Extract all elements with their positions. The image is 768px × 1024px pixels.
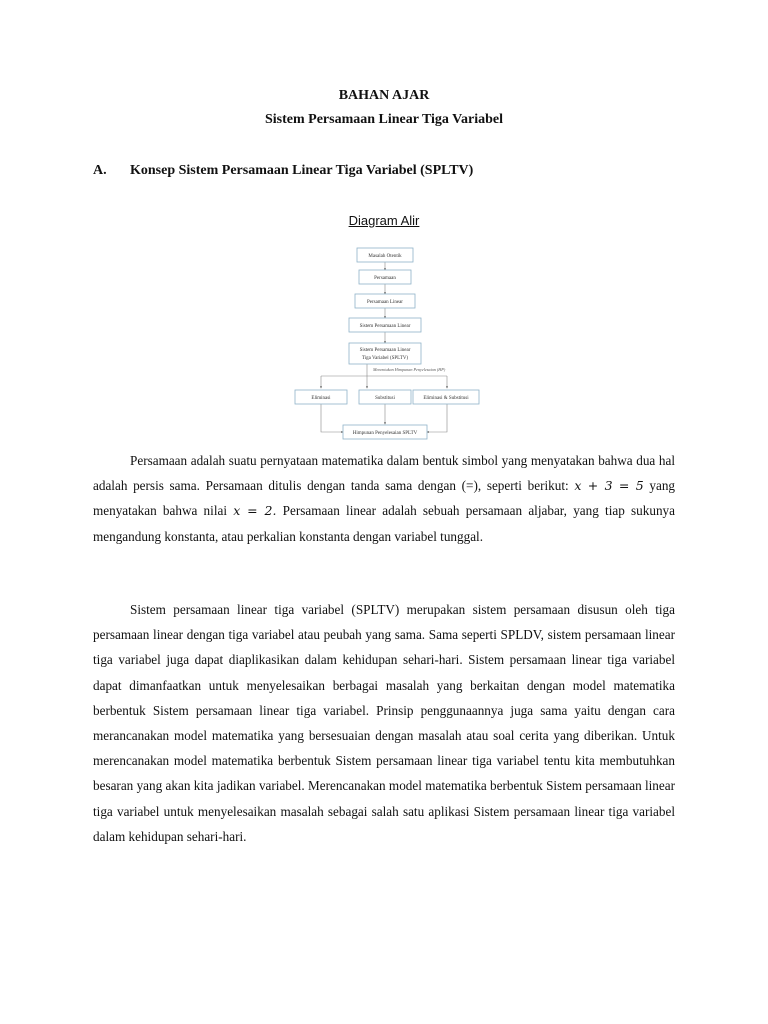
svg-text:Sistem Persamaan Linear: Sistem Persamaan Linear [359,348,411,353]
math-expression: x = 2. [233,503,277,519]
math-expression: x + 3 = 5 [574,478,644,494]
paragraph-text: Persamaan linear adalah sebuah persamaan aljabar, yang tiap sukunya mengandung konstanta, atau perkalian konstanta dengan variabel tunggal. [93,503,675,544]
paragraph-spltv [93,597,675,849]
paragraph-text: yang menyatakan bahwa nilai [93,478,676,519]
paragraph-text: Sistem persamaan linear tiga variabel (SPLTV) merupakan sistem persamaan disusun oleh tiga persamaan linear dengan tiga variabel atau peubah yang sama. Sama seperti SPLDV, sistem persamaan linear tiga variabel juga dapat diaplikasikan dalam kehidupan sehari-hari. Sistem persamaan linear tiga variabel dapat dimanfaatkan untuk menyelesaikan berbagai masalah yang berkaitan dengan model matematika berbentuk Sistem persamaan linear tiga variabel. Prinsip penggunaannya juga sama yaitu dengan cara merancanakan model matematika yang bersesuaian dengan masalah atau soal cerita yang diberikan. Untuk merencanakan model matematika berbentuk Sistem persamaan linear tiga variabel tentu kita membutuhkan besaran yang akan kita jadikan variabel. Merencanakan model matematika berbentuk Sistem persamaan linear tiga variabel untuk menyelesaikan masalah sebagai salah satu aplikasi Sistem persamaan linear tiga variabel dalam kehidupan sehari-hari. [93,602,675,844]
paragraph-persamaan [93,448,675,549]
flow-diagram [287,238,483,444]
box-masalah-otentik [357,248,413,262]
svg-text:Persamaan: Persamaan [374,276,396,281]
box-himpunan-penyelesaian [343,425,427,439]
svg-text:Masalah Otentik: Masalah Otentik [368,254,402,259]
svg-text:Eliminasi & Substitusi: Eliminasi & Substitusi [423,396,469,401]
box-substitusi [359,390,411,404]
svg-text:Himpunan Penyelesaian SPLTV: Himpunan Penyelesaian SPLTV [352,431,418,436]
box-eliminasi [295,390,347,404]
document-subtitle: Sistem Persamaan Linear Tiga Variabel [264,112,503,127]
box-sistem-persamaan-linear [349,318,421,332]
svg-text:Tiga Variabel (SPLTV): Tiga Variabel (SPLTV) [361,356,409,361]
paragraph-text: Persamaan adalah suatu pernyataan matematika dalam bentuk simbol yang menyatakan bahwa dua hal adalah persis sama. Persamaan ditulis dengan tanda sama dengan (=), seperti berikut: [93,453,675,494]
section-heading [93,163,473,179]
svg-text:Sistem Persamaan Linear: Sistem Persamaan Linear [359,324,411,329]
section-title: Konsep Sistem Persamaan Linear Tiga Variabel (SPLTV) [130,163,474,178]
section-number: A. [93,163,107,178]
box-spltv [349,343,421,364]
box-eliminasi-substitusi [413,390,479,404]
box-persamaan [359,270,411,284]
diagram-title: Diagram Alir [348,213,420,228]
svg-text:Substitusi: Substitusi [375,396,395,401]
document-title: BAHAN AJAR [338,88,430,103]
diagram-annotation: Menentukan Himpunan Penyelesaian (HP) [373,367,446,372]
svg-text:Eliminasi: Eliminasi [311,396,331,401]
svg-text:Persamaan Linear: Persamaan Linear [367,300,403,305]
box-persamaan-linear [355,294,415,308]
